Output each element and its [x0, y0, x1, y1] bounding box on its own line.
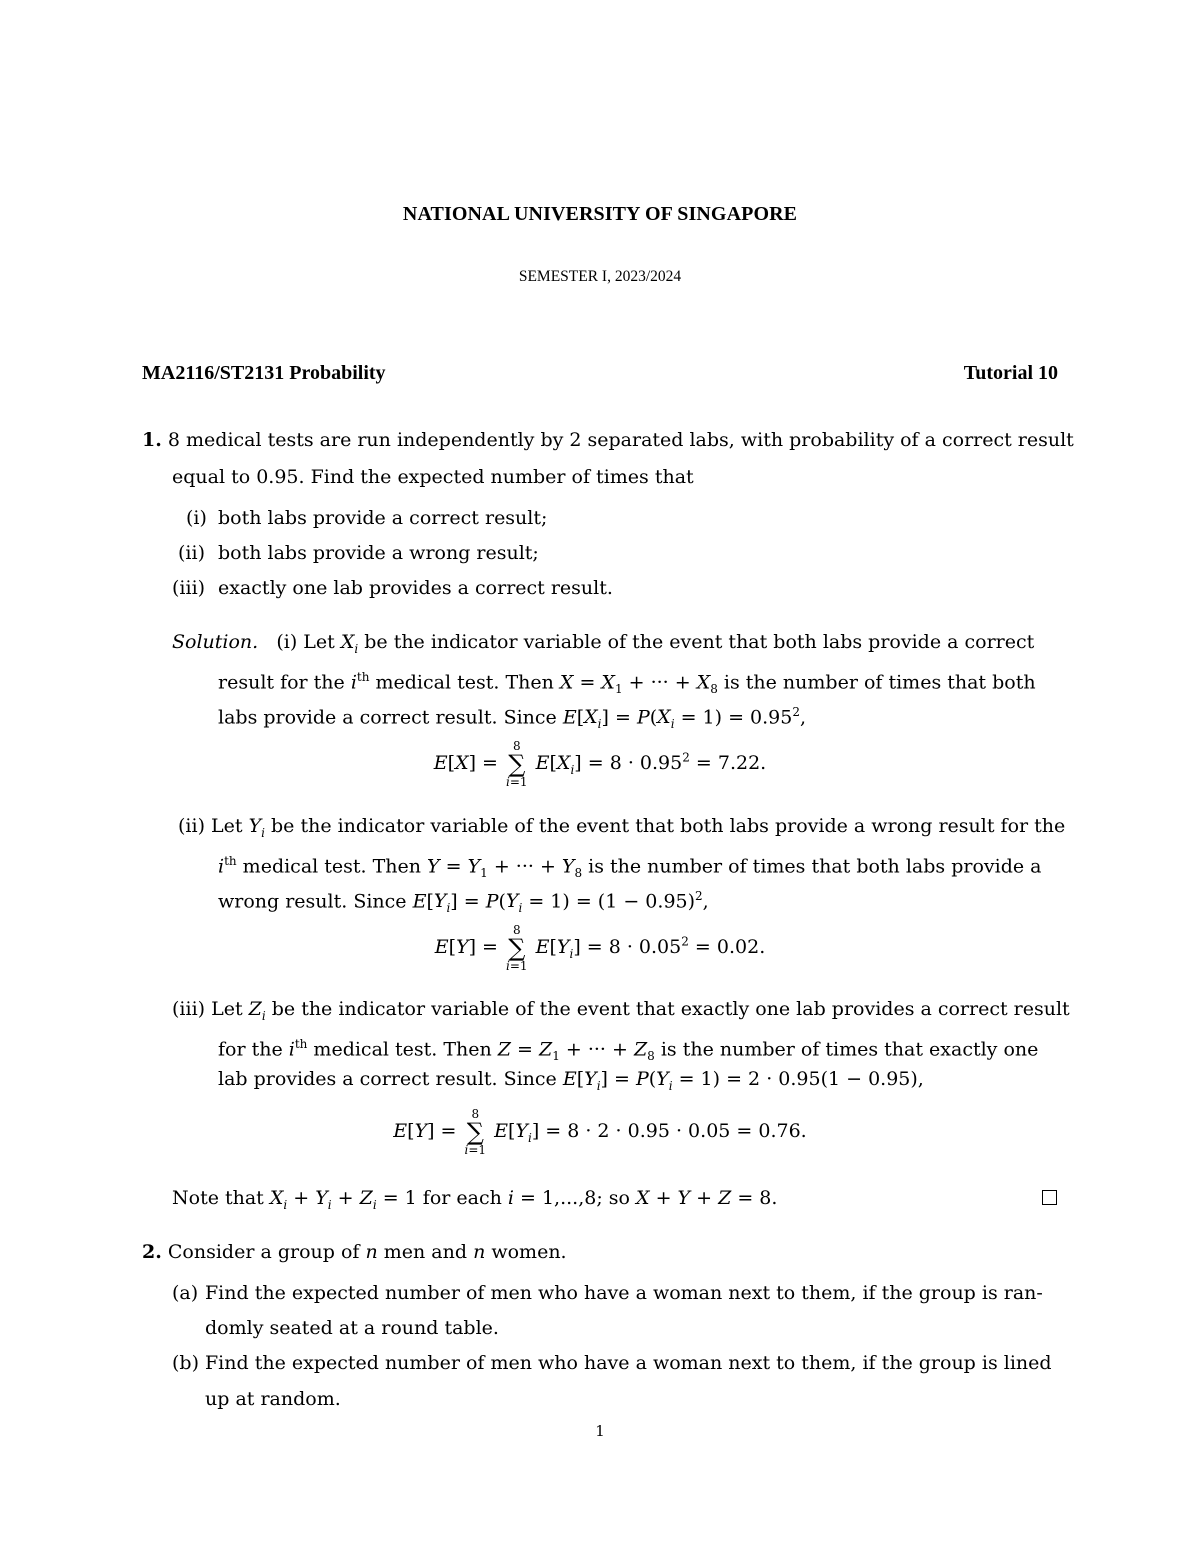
list-item-label: (i)	[186, 507, 207, 529]
list-item-label: (ii)	[178, 542, 205, 564]
solution-iii-line2: for the $i^{th}$ medical test. Then $Z = Z_1$ + ··· + $Z_8$ is the number of times that exactly one	[218, 1037, 1039, 1064]
equation-ii: E[Y] = 8 ∑ i=1 $E[Y_i] = 8 \cdot 0.05^2 = 0.02$.	[434, 923, 766, 973]
solution-i-line1: Solution. (i) Let $X_i$ be the indicator variable of the event that both labs provide a correct	[172, 631, 1035, 656]
list-item: exactly one lab provides a correct result.	[218, 577, 613, 599]
question-number: 1.	[142, 429, 162, 451]
equation-i: E[X] = 8 ∑ i=1 $E[X_i] = 8 \cdot 0.95^2 = 7.22$.	[433, 739, 767, 789]
solution-note: Note that $X_i + Y_i + Z_i = 1$ for each i = 1,...,8; so X + Y + Z = 8.	[172, 1187, 778, 1212]
solution-iii-line1: (iii) Let $Z_i$ be the indicator variable of the event that exactly one lab provides a correct result	[172, 998, 1070, 1023]
list-item: both labs provide a wrong result;	[218, 542, 539, 564]
list-item-label: (b)	[172, 1352, 199, 1374]
list-item-label: (a)	[172, 1282, 199, 1304]
list-item-label: (iii)	[172, 577, 206, 599]
solution-ii-line3: wrong result. Since $E[Y_i] = P(Y_i = 1) = (1 - 0.95)^2$,	[218, 889, 709, 916]
question-1	[142, 428, 1074, 452]
solution-label: Solution.	[172, 631, 259, 653]
question-text-line2: equal to 0.95. Find the expected number of times that	[172, 466, 694, 488]
solution-iii-line3: lab provides a correct result. Since $E[Y_i] = P(Y_i = 1) = 2 \cdot 0.95(1 - 0.95)$,	[218, 1068, 924, 1093]
solution-i-line2: result for the $i^{th}$ medical test. Then $X = X_1$ + ··· + $X_8$ is the number of times that both	[218, 670, 1036, 697]
page-number: 1	[595, 1422, 605, 1440]
list-item: Find the expected number of men who have a woman next to them, if the group is ran-	[205, 1282, 1043, 1304]
solution-ii-line2: $i^{th}$ medical test. Then $Y = Y_1$ + ··· + $Y_8$ is the number of times that both labs provide a	[218, 854, 1042, 881]
university-name: NATIONAL UNIVERSITY OF SINGAPORE	[402, 203, 798, 225]
equation-iii: E[Y] = 8 ∑ i=1 $E[Y_i] = 8 \cdot 2 \cdot 0.95 \cdot 0.05 = 0.76$.	[393, 1107, 807, 1157]
course-title: MA2116/ST2131 Probability	[142, 362, 386, 384]
semester: SEMESTER I, 2023/2024	[518, 268, 682, 285]
list-item-cont: domly seated at a round table.	[205, 1317, 499, 1339]
list-item: Find the expected number of men who have a woman next to them, if the group is lined	[205, 1352, 1052, 1374]
solution-ii-line1: (ii) Let $Y_i$ be the indicator variable of the event that both labs provide a wrong result for the	[178, 815, 1066, 840]
qed-square-icon	[1042, 1190, 1057, 1205]
solution-i-line3: labs provide a correct result. Since $E[X_i] = P(X_i = 1) = 0.95^2$,	[218, 705, 807, 732]
tutorial-number: Tutorial 10	[963, 362, 1058, 384]
question-number: 2.	[142, 1241, 162, 1263]
list-item: both labs provide a correct result;	[218, 507, 548, 529]
question-text: 8 medical tests are run independently by 2 separated labs, with probability of a correct result	[167, 429, 1074, 451]
list-item-cont: up at random.	[205, 1388, 341, 1410]
question-2: 2. Consider a group of n men and n women.	[142, 1241, 567, 1263]
